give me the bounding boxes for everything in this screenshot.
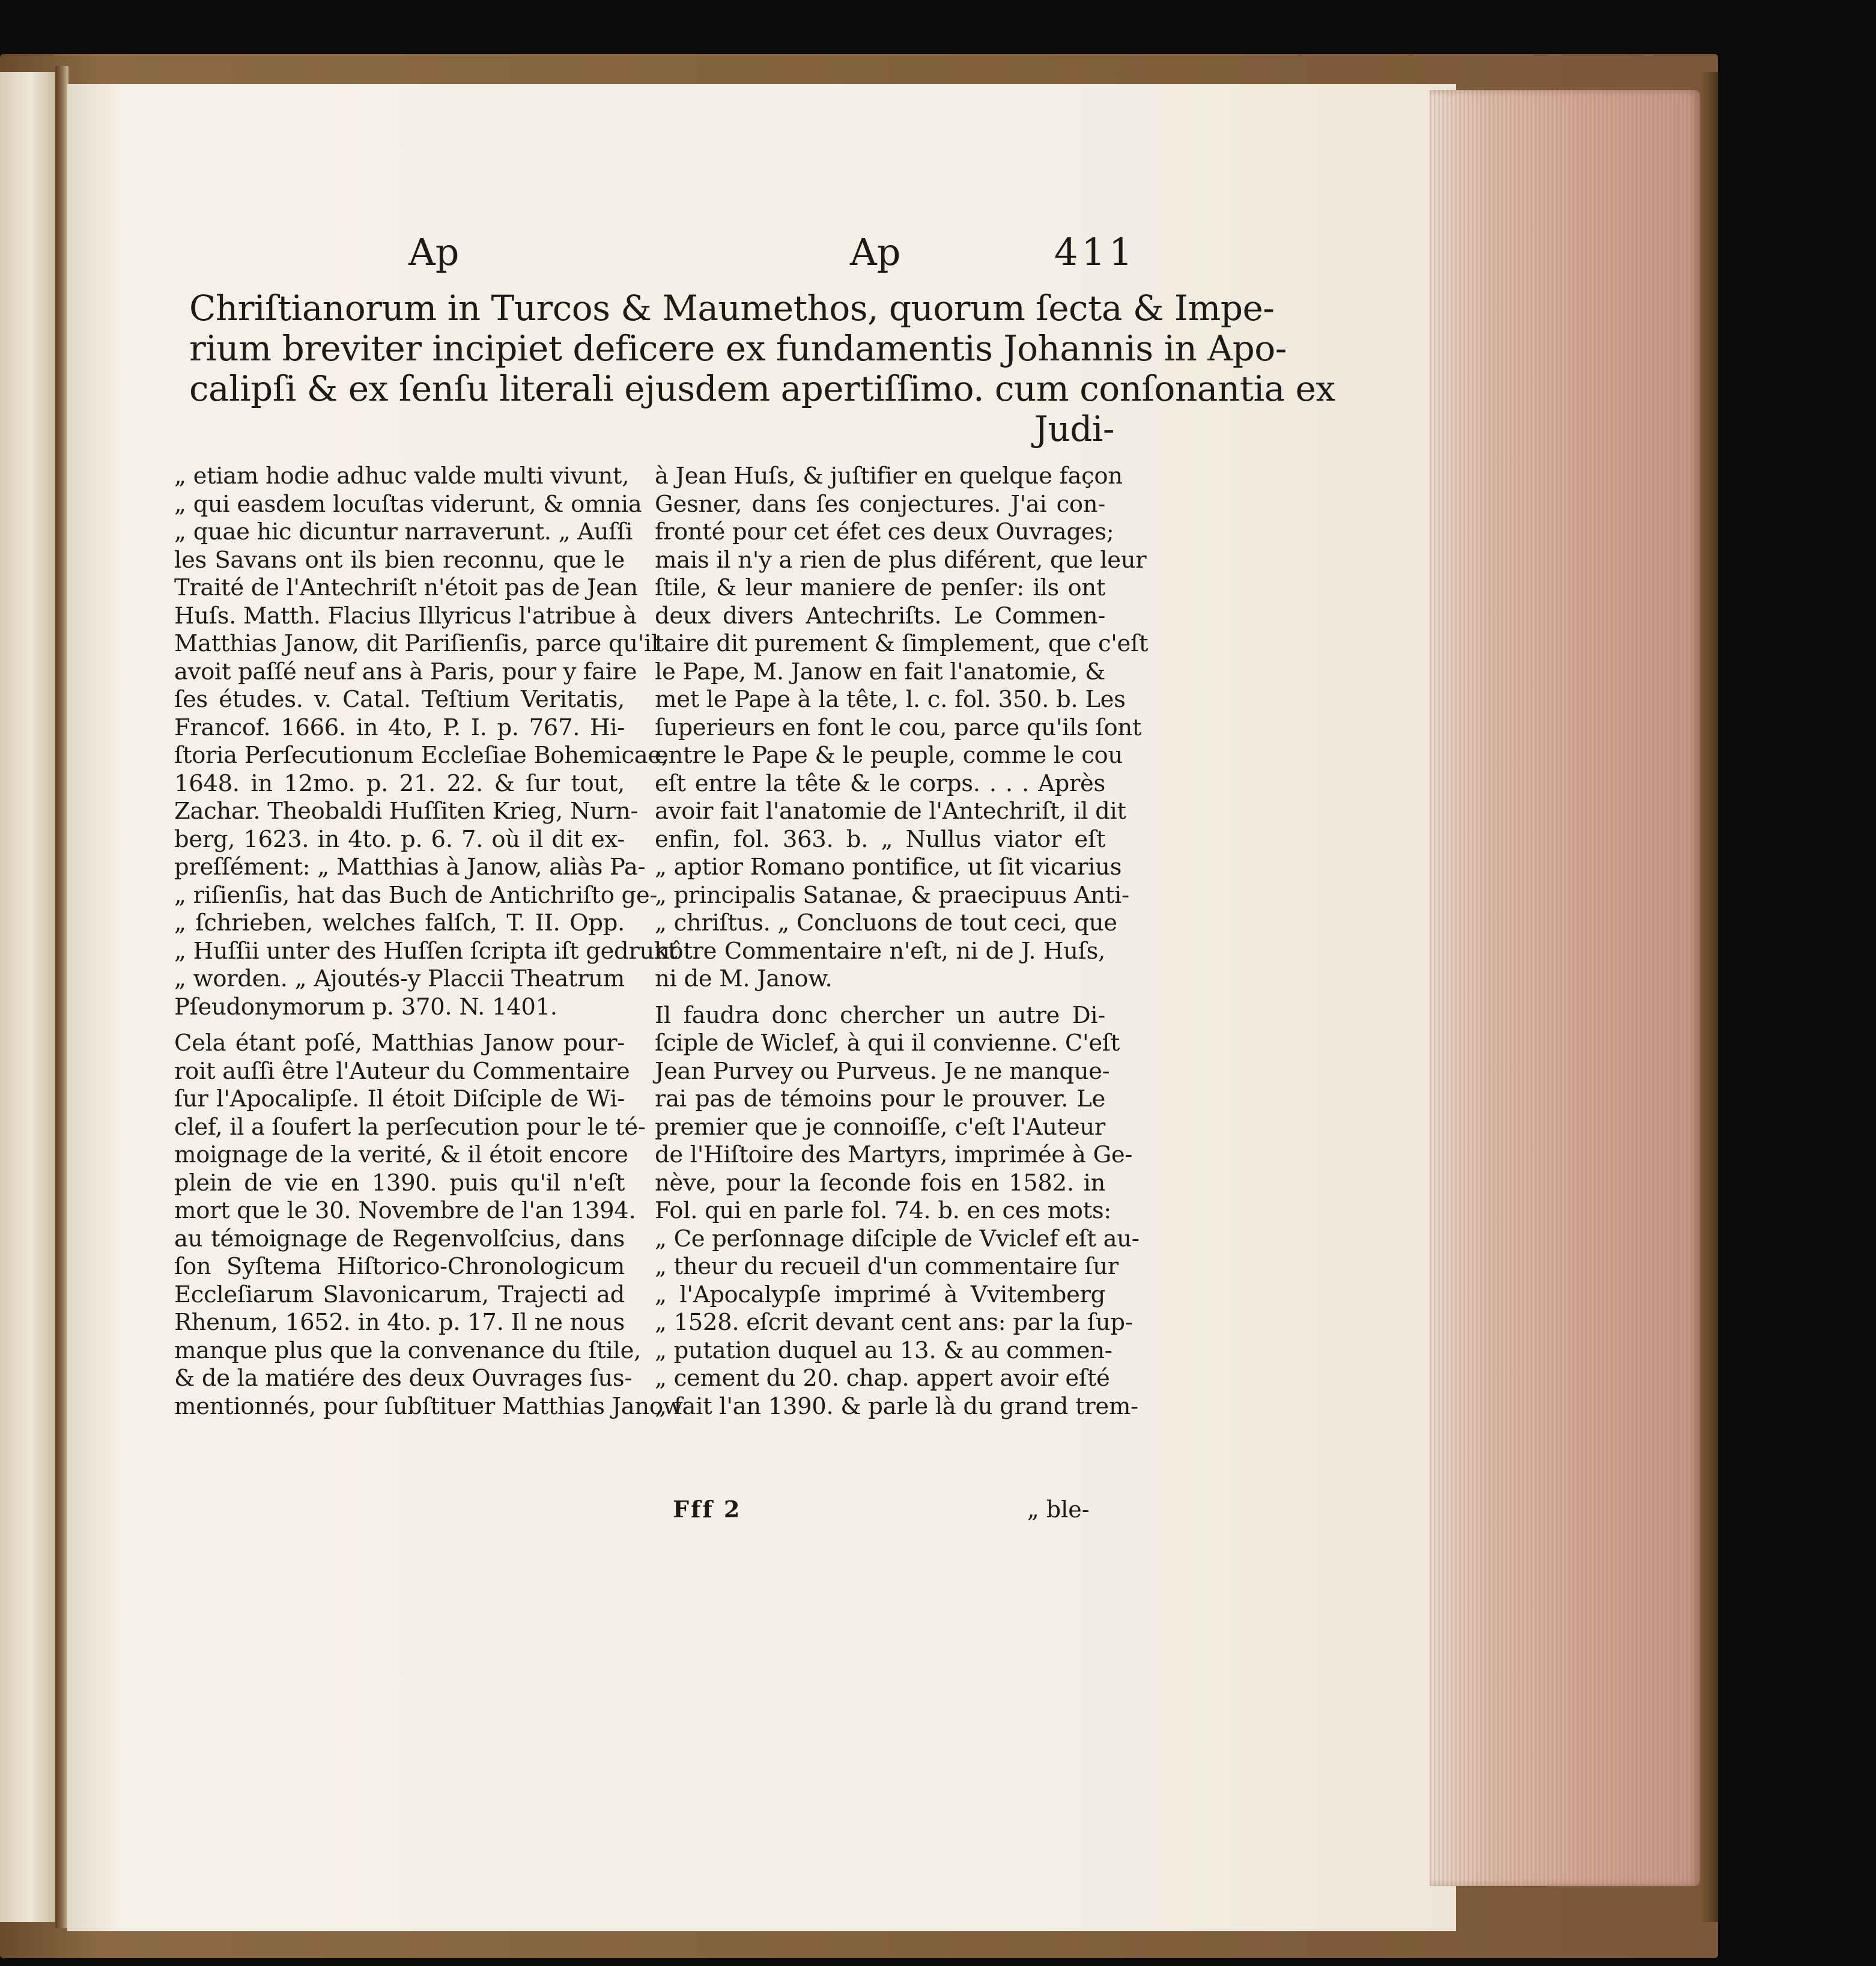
- text-line: „ fait l'an 1390. & parle là du grand trem-: [655, 1392, 1138, 1420]
- text-line: Zachar. Theobaldi Huſſiten Krieg, Nurn-: [174, 798, 639, 825]
- text-line: „ riſienſis, hat das Buch de Antichriſto ge-: [174, 881, 658, 909]
- text-line: clef, il a ſoufert la perſecution pour le té-: [174, 1113, 646, 1141]
- paragraph: [174, 1030, 683, 1421]
- title-line: Chriſtianorum in Turcos & Maumethos, quorum ſecta & Impe-: [189, 288, 1275, 329]
- text-line: Traité de l'Antechriſt n'étoit pas de Jean: [174, 574, 638, 601]
- text-line: ſes études. v. Catal. Teſtium Veritatis,: [174, 686, 625, 713]
- text-line: avoit paſſé neuf ans à Paris, pour y faire: [174, 658, 637, 685]
- text-line: les Savans ont ils bien reconnu, que le: [174, 546, 625, 574]
- text-line: Rhenum, 1652. in 4to. p. 17. Il ne nous: [174, 1309, 625, 1336]
- right-text-column: [655, 463, 1149, 1421]
- text-line: „ theur du recueil d'un commentaire ſur: [655, 1253, 1119, 1280]
- running-head-left: Ap: [408, 230, 460, 274]
- text-line: premier que je connoiſſe, c'eſt l'Auteur: [655, 1113, 1105, 1141]
- continued-title-block: [189, 288, 1335, 449]
- text-line: „ ſchrieben, welches falſch, T. II. Opp.: [174, 909, 625, 936]
- text-line: rai pas de témoins pour le prouver. Le: [655, 1085, 1105, 1112]
- text-line: taire dit purement & ſimplement, que c'eſt: [655, 630, 1149, 657]
- text-line: ni de M. Janow.: [655, 965, 833, 992]
- text-line: manque plus que la convenance du ſtile,: [174, 1336, 641, 1364]
- text-line: mort que le 30. Novembre de l'an 1394.: [174, 1197, 636, 1224]
- text-line: „ Ce perſonnage diſciple de Vviclef eſt au-: [655, 1225, 1140, 1252]
- text-line: „ principalis Satanae, & praecipuus Anti-: [655, 881, 1129, 909]
- text-line: deux divers Antechriſts. Le Commen-: [655, 602, 1105, 630]
- book-gutter: [55, 66, 68, 1928]
- text-line: roit auſſi être l'Auteur du Commentaire: [174, 1057, 630, 1085]
- text-line: „ 1528. eſcrit devant cent ans: par la ſup-: [655, 1309, 1133, 1336]
- text-line: mais il n'y a rien de plus diférent, que leur: [655, 546, 1147, 574]
- cover-edge: [1700, 72, 1718, 1922]
- text-line: ſtile, & leur maniere de penſer: ils ont: [655, 574, 1105, 601]
- text-line: le Pape, M. Janow en fait l'anatomie, &: [655, 658, 1105, 685]
- title-line: Judi-: [1034, 408, 1114, 449]
- text-line: eſt entre la tête & le corps. . . . Après: [655, 769, 1105, 797]
- text-line: „ chriſtus. „ Concluons de tout ceci, que: [655, 909, 1117, 936]
- page-number: 411: [1054, 230, 1137, 274]
- text-line: Francof. 1666. in 4to, P. I. p. 767. Hi-: [174, 714, 625, 741]
- text-line: ſciple de Wiclef, à qui il convienne. C'eſt: [655, 1030, 1120, 1057]
- text-line: de l'Hiſtoire des Martyrs, imprimée à Ge-: [655, 1141, 1133, 1168]
- left-text-column: [174, 463, 683, 1421]
- text-line: „ aptior Romano pontifice, ut ſit vicarius: [655, 854, 1122, 881]
- text-line: preſſément: „ Matthias à Janow, aliàs Pa-: [174, 854, 646, 881]
- text-line: Cela étant poſé, Matthias Janow pour-: [174, 1030, 625, 1057]
- text-line: Huſs. Matth. Flacius Illyricus l'atribue à: [174, 602, 637, 630]
- paragraph: [174, 463, 678, 1021]
- text-line: à Jean Huſs, & juſtifier en quelque façon: [655, 463, 1123, 490]
- text-line: met le Pape à la tête, l. c. fol. 350. b. Les: [655, 686, 1126, 713]
- text-line: Gesner, dans ſes conjectures. J'ai con-: [655, 490, 1105, 518]
- text-line: mentionnés, pour ſubſtituer Matthias Janow: [174, 1392, 683, 1420]
- paragraph: [655, 1001, 1140, 1421]
- text-line: „ etiam hodie adhuc valde multi vivunt,: [174, 463, 630, 490]
- text-line: Jean Purvey ou Purveus. Je ne manque-: [655, 1057, 1110, 1085]
- text-line: „ cement du 20. chap. appert avoir eſté: [655, 1365, 1110, 1392]
- text-line: Eccleſiarum Slavonicarum, Trajecti ad: [174, 1281, 625, 1308]
- text-line: „ worden. „ Ajoutés-y Placcii Theatrum: [174, 965, 625, 992]
- text-line: nève, pour la ſeconde fois en 1582. in: [655, 1169, 1105, 1197]
- text-line: „ putation duquel au 13. & au commen-: [655, 1336, 1113, 1364]
- paragraph: [655, 463, 1149, 994]
- text-line: avoir fait l'anatomie de l'Antechriſt, il dit: [655, 798, 1126, 825]
- title-line: rium breviter incipiet deficere ex fundamentis Johannis in Apo-: [189, 328, 1287, 369]
- text-line: „ l'Apocalypſe imprimé à Vvitemberg: [655, 1281, 1105, 1308]
- text-line: ſur l'Apocalipſe. Il étoit Diſciple de Wi-: [174, 1085, 625, 1112]
- text-line: ſtoria Perſecutionum Eccleſiae Bohemicae,: [174, 742, 669, 769]
- text-line: Matthias Janow, dit Pariſienſis, parce qu'il: [174, 630, 659, 657]
- text-line: & de la matiére des deux Ouvrages ſus-: [174, 1365, 633, 1392]
- text-line: enfin, fol. 363. b. „ Nullus viator eſt: [655, 825, 1105, 853]
- text-line: „ Huſſii unter des Huſſen ſcripta iſt gedrukt: [174, 937, 678, 965]
- catchword: „ ble-: [1027, 1496, 1090, 1523]
- text-line: au témoignage de Regenvolſcius, dans: [174, 1225, 625, 1252]
- text-line: „ qui easdem locuſtas viderunt, & omnia: [174, 490, 642, 518]
- page-block-edges: [1430, 90, 1700, 1886]
- text-line: ſon Syſtema Hiſtorico-Chronologicum: [174, 1253, 625, 1280]
- text-line: Pſeudonymorum p. 370. N. 1401.: [174, 993, 557, 1021]
- running-head-center: Ap: [850, 230, 901, 274]
- text-line: fronté pour cet éfet ces deux Ouvrages;: [655, 518, 1114, 545]
- text-line: Fol. qui en parle fol. 74. b. en ces mots:: [655, 1197, 1111, 1224]
- text-line: moignage de la verité, & il étoit encore: [174, 1141, 628, 1168]
- left-page-edge: [0, 72, 55, 1922]
- text-line: berg, 1623. in 4to. p. 6. 7. où il dit ex-: [174, 825, 625, 853]
- title-line: calipſi & ex ſenſu literali ejusdem apertiſſimo. cum conſonantia ex: [189, 368, 1335, 409]
- text-line: entre le Pape & le peuple, comme le cou: [655, 742, 1123, 769]
- text-line: ſuperieurs en font le cou, parce qu'ils ſont: [655, 714, 1142, 741]
- signature-mark: Fff 2: [673, 1496, 742, 1523]
- text-line: Il faudra donc chercher un autre Di-: [655, 1001, 1105, 1029]
- text-line: „ quae hic dicuntur narraverunt. „ Auſſi: [174, 518, 633, 545]
- text-line: plein de vie en 1390. puis qu'il n'eſt: [174, 1169, 625, 1197]
- text-line: 1648. in 12mo. p. 21. 22. & ſur tout,: [174, 769, 625, 797]
- text-line: nôtre Commentaire n'eſt, ni de J. Huſs,: [655, 937, 1105, 965]
